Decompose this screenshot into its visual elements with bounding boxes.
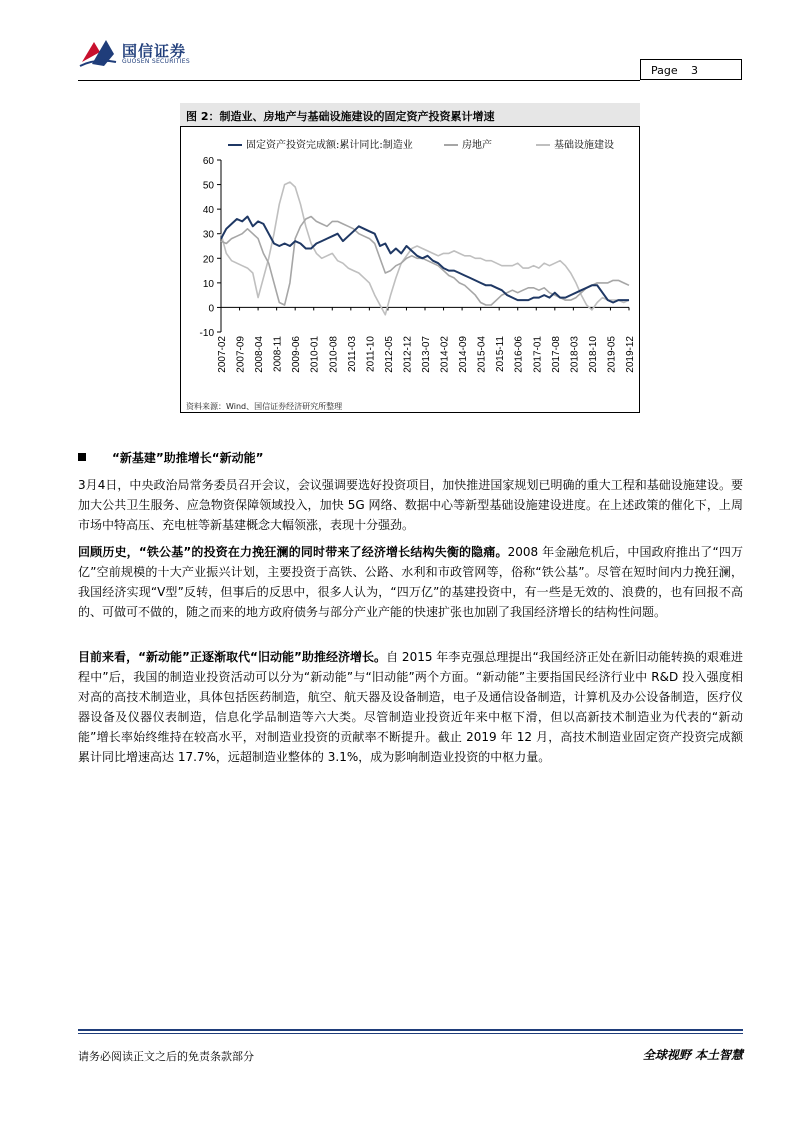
footer-divider-thin — [78, 1033, 743, 1034]
page-indicator — [640, 59, 742, 80]
chart-legend — [228, 138, 614, 151]
y-tick-label: 60 — [202, 156, 214, 167]
x-tick-label: 2010-08 — [328, 336, 340, 373]
logo-text-en: GUOSEN SECURITIES — [122, 58, 191, 65]
page-label: Page — [651, 64, 678, 77]
paragraph-3-lead: 目前来看，“新动能”正逐渐取代“旧动能”助推经济增长。 — [78, 650, 387, 664]
footer-divider — [78, 1029, 743, 1031]
footer-slogan: 全球视野 本土智慧 — [642, 1048, 743, 1062]
x-tick-label: 2018-03 — [569, 336, 581, 373]
legend-label-0: 固定资产投资完成额:累计同比:制造业 — [246, 140, 413, 151]
x-tick-label: 2019-05 — [606, 336, 618, 373]
x-tick-label: 2009-06 — [291, 336, 303, 373]
x-tick-label: 2010-01 — [309, 336, 321, 373]
logo-mark-icon — [78, 36, 118, 70]
figure-source: 资料来源：Wind、国信证券经济研究所整理 — [186, 402, 343, 411]
legend-label-1: 房地产 — [462, 140, 492, 151]
section-heading-text: “新基建”助推增长“新动能” — [112, 451, 264, 465]
series-line-1 — [221, 217, 629, 306]
x-tick-label: 2012-12 — [402, 336, 414, 373]
x-tick-label: 2015-04 — [476, 336, 488, 373]
footer-disclaimer: 请务必阅读正文之后的免责条款部分 — [78, 1050, 254, 1063]
header-divider — [78, 80, 640, 81]
x-tick-label: 2017-08 — [550, 336, 562, 373]
y-tick-label: 0 — [208, 303, 214, 315]
x-axis-ticks — [217, 307, 636, 372]
x-tick-label: 2017-01 — [532, 336, 544, 373]
x-tick-label: 2019-12 — [625, 336, 636, 373]
line-chart — [180, 128, 640, 398]
x-tick-label: 2011-10 — [365, 336, 377, 372]
paragraph-2-body: 2008 年金融危机后，中国政府推出了“四万亿”空前规模的十大产业振兴计划，主要投资于高铁、公路、水利和市政管网等，俗称“铁公基”。尽管在短时间内力挽狂澜，我国经济实现“V型”反转，但事后的反思中，很多人认为，“四万亿”的基建投资中，有一些是无效的、浪费的，也有回报不高的、可做可不做的，随之而来的地方政府债务与部分产业产能的快速扩张也加剧了我国经济增长的结构性问题。 — [78, 545, 743, 619]
x-tick-label: 2015-11 — [495, 336, 507, 372]
x-tick-label: 2007-02 — [217, 336, 228, 373]
page-number: 3 — [691, 64, 698, 77]
y-axis-ticks — [200, 156, 221, 339]
x-tick-label: 2008-04 — [254, 336, 266, 373]
x-tick-label: 2014-09 — [458, 336, 470, 373]
x-tick-label: 2018-10 — [587, 336, 599, 373]
figure-title: 图 2：制造业、房地产与基础设施建设的固定资产投资累计增速 — [186, 110, 495, 123]
company-logo — [78, 36, 218, 70]
x-tick-label: 2011-03 — [346, 336, 358, 372]
x-tick-label: 2016-06 — [513, 336, 525, 373]
x-tick-label: 2007-09 — [235, 336, 247, 373]
paragraph-1: 3月4日，中央政治局常务委员召开会议，会议强调要选好投资项目，加快推进国家规划已明确的重大工程和基础设施建设。要加大公共卫生服务、应急物资保障领域投入，加快 5G 网络、数据中心等新型基础设施建设进度。在上述政策的催化下，上周市场中特高压、充电桩等新基建概念大幅领涨，表现十分强劲。 — [78, 478, 743, 532]
paragraph-2-lead: 回顾历史，“铁公基”的投资在力挽狂澜的同时带来了经济增长结构失衡的隐痛。 — [78, 545, 508, 559]
y-tick-label: 40 — [202, 205, 214, 217]
x-tick-label: 2013-07 — [421, 336, 432, 373]
chart-axes — [221, 160, 629, 332]
legend-label-2: 基础设施建设 — [554, 140, 614, 151]
y-tick-label: 10 — [202, 278, 214, 290]
y-tick-label: 50 — [202, 180, 214, 192]
y-tick-label: 30 — [202, 229, 214, 241]
paragraph-3-body: 自 2015 年李克强总理提出“我国经济正处在新旧动能转换的艰难进程中”后，我国的制造业投资活动可以分为“新动能”与“旧动能”两个方面。“新动能”主要指国民经济行业中 R&D 投入强度相对高的高技术制造业，具体包括医药制造，航空、航天器及设备制造，电子及通信设备制造，计算机及办公设备制造，医疗仪器设备及仪器仪表制造，信息化学品制造等六大类。尽管制造业投资近年来中枢下滑，但以高新技术制造业为代表的“新动能”增长率始终维持在较高水平，对制造业投资的贡献率不断提升。截止 2019 年 12 月，高技术制造业固定资产投资完成额累计同比增速高达 17.7%，远超制造业整体的 3.1%，成为影响制造业投资的中枢力量。 — [78, 650, 743, 764]
x-tick-label: 2012-05 — [383, 336, 395, 373]
chart-series — [221, 182, 629, 315]
x-tick-label: 2008-11 — [272, 336, 284, 372]
logo-text-cn: 国信证券 — [122, 42, 187, 60]
square-bullet-icon — [78, 453, 86, 461]
paragraph-2 — [78, 542, 743, 622]
paragraph-3 — [78, 647, 743, 767]
series-line-2 — [221, 182, 629, 315]
x-tick-label: 2014-02 — [439, 336, 451, 373]
y-tick-label: 20 — [202, 254, 214, 266]
y-tick-label: -10 — [199, 328, 214, 339]
section-heading — [78, 449, 264, 466]
